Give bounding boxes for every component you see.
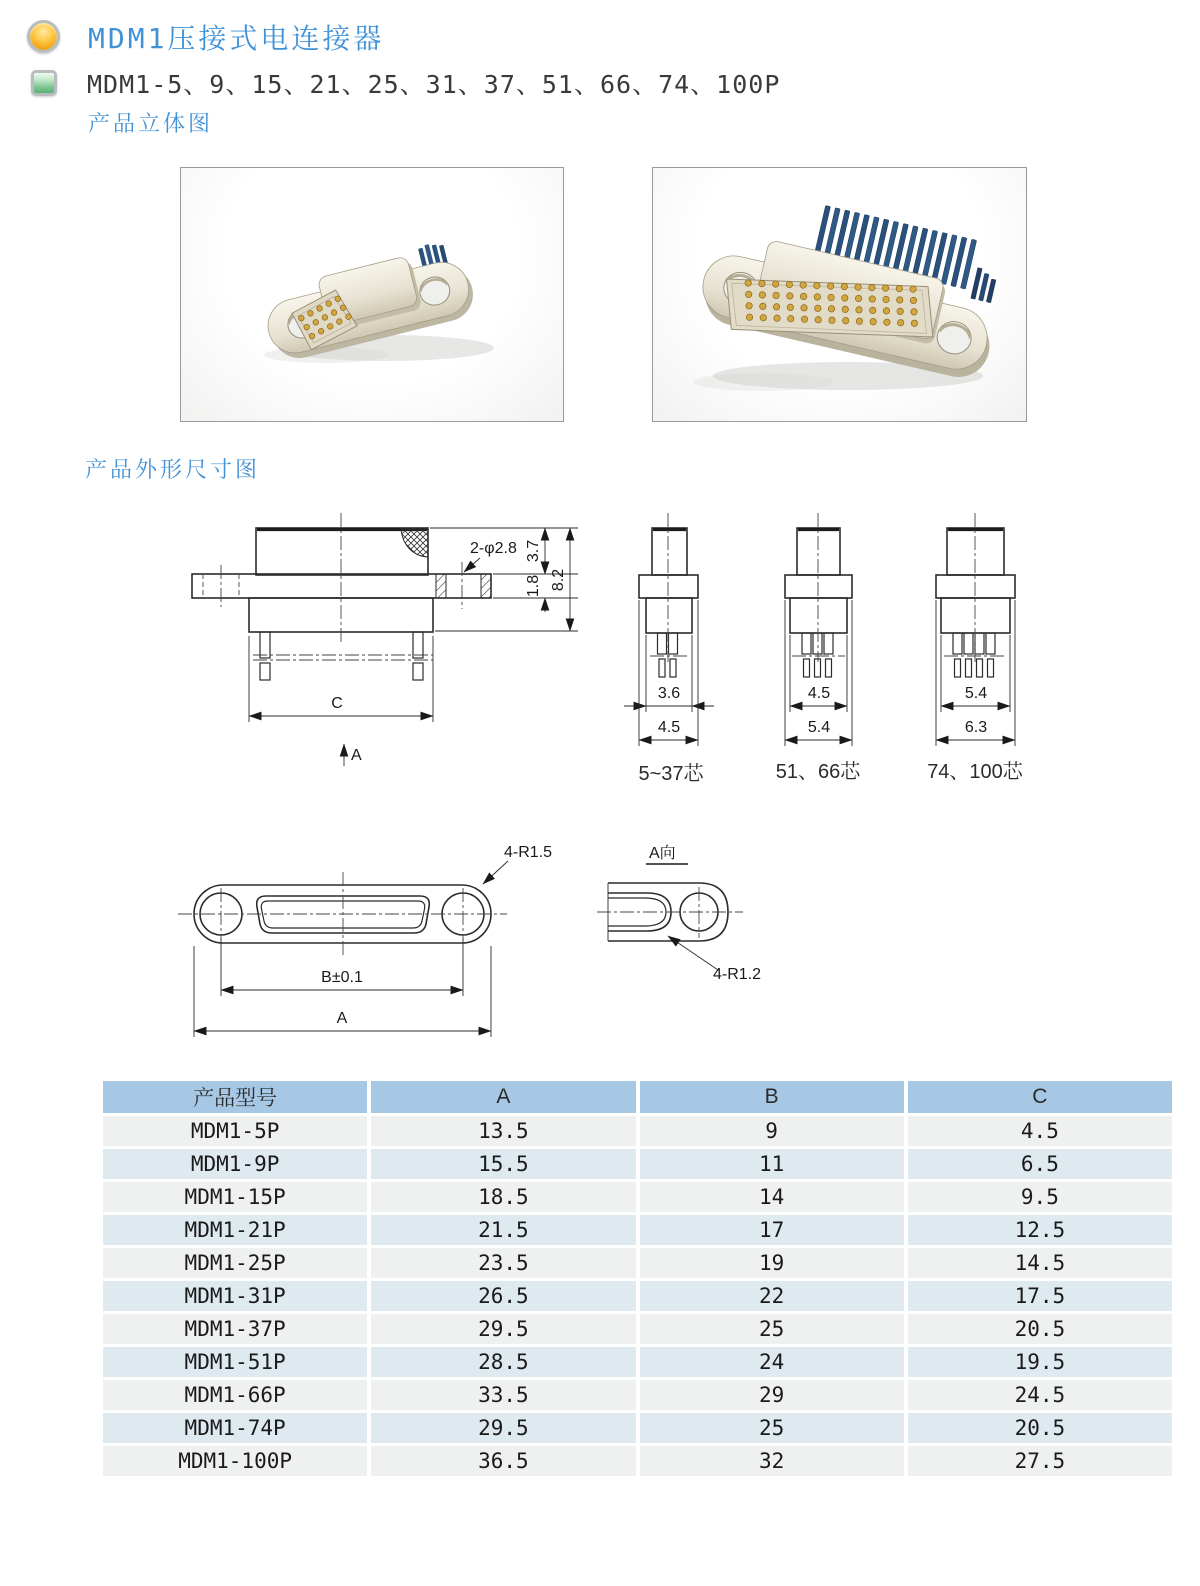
dim-b-label: B±0.1 [321,969,363,986]
cell-b: 9 [640,1116,904,1146]
product-photo-large-connector [652,167,1027,422]
table-row [103,1281,1172,1311]
cell-a: 29.5 [371,1413,635,1443]
cell-a: 26.5 [371,1281,635,1311]
col-header-a: A [371,1081,635,1113]
cell-a: 15.5 [371,1149,635,1179]
cell-model: MDM1-51P [103,1347,367,1377]
corner-radius-callout: 4-R1.5 [504,844,553,861]
dim-outer-label: 5.4 [807,719,831,736]
dim-3-7-label: 3.7 [525,539,542,563]
dim-outer-label: 6.3 [964,719,988,736]
green-square-icon [31,70,57,96]
cell-b: 25 [640,1314,904,1344]
product-photo-small-connector [180,167,564,422]
dim-inner-label: 3.6 [657,685,681,702]
cell-a: 18.5 [371,1182,635,1212]
cell-c: 4.5 [908,1116,1172,1146]
section-caption: 74、100芯 [927,761,1023,783]
table-row [103,1248,1172,1278]
cell-model: MDM1-9P [103,1149,367,1179]
cell-a: 29.5 [371,1314,635,1344]
table-row [103,1314,1172,1344]
cell-a: 21.5 [371,1215,635,1245]
dim-8-2-label: 8.2 [550,568,567,592]
model-list: MDM1-5、9、15、21、25、31、37、51、66、74、100P [87,70,781,99]
cell-model: MDM1-25P [103,1248,367,1278]
small-connector-illustration [181,168,563,421]
cell-b: 14 [640,1182,904,1212]
table-row [103,1413,1172,1443]
cell-b: 11 [640,1149,904,1179]
radius-callout: 4-R1.2 [713,966,762,983]
cell-c: 27.5 [908,1446,1172,1476]
cell-a: 13.5 [371,1116,635,1146]
cell-model: MDM1-37P [103,1314,367,1344]
cell-b: 32 [640,1446,904,1476]
section-caption: 5~37芯 [638,763,704,785]
cell-b: 25 [640,1413,904,1443]
section-caption: 51、66芯 [775,761,861,783]
cell-model: MDM1-21P [103,1215,367,1245]
a-direction-view [597,844,761,983]
cell-c: 17.5 [908,1281,1172,1311]
dim-c-label: C [331,695,343,712]
view-a-arrow-label: A [351,747,362,764]
cell-c: 12.5 [908,1215,1172,1245]
cell-c: 20.5 [908,1314,1172,1344]
cell-a: 33.5 [371,1380,635,1410]
cell-c: 9.5 [908,1182,1172,1212]
cell-model: MDM1-31P [103,1281,367,1311]
large-connector-illustration [653,168,1026,421]
front-face-view [178,844,552,1037]
cell-a: 28.5 [371,1347,635,1377]
dim-inner-label: 5.4 [964,685,988,702]
dimension-drawings [80,490,1120,1050]
dim-a-label: A [336,1010,348,1027]
cell-model: MDM1-5P [103,1116,367,1146]
cell-a: 36.5 [371,1446,635,1476]
cell-b: 24 [640,1347,904,1377]
main-side-view [192,513,578,766]
dim-inner-label: 4.5 [807,685,831,702]
table-row [103,1380,1172,1410]
table-row [103,1116,1172,1146]
cell-model: MDM1-15P [103,1182,367,1212]
cell-b: 29 [640,1380,904,1410]
cell-b: 19 [640,1248,904,1278]
cell-c: 24.5 [908,1380,1172,1410]
cell-model: MDM1-100P [103,1446,367,1476]
table-row [103,1149,1172,1179]
table-header-row [103,1081,1172,1113]
dim-outer-label: 4.5 [657,719,681,736]
section-view-74-100 [927,513,1024,783]
cell-c: 20.5 [908,1413,1172,1443]
table-row [103,1347,1172,1377]
cell-model: MDM1-74P [103,1413,367,1443]
cell-c: 6.5 [908,1149,1172,1179]
dim-1-8-label: 1.8 [525,574,542,598]
cell-b: 22 [640,1281,904,1311]
a-view-label: A向 [649,845,676,862]
table-row [103,1182,1172,1212]
cell-a: 23.5 [371,1248,635,1278]
section-view-51-66 [776,513,861,783]
table-row [103,1215,1172,1245]
spec-table [99,1078,1176,1479]
cell-model: MDM1-66P [103,1380,367,1410]
cell-b: 17 [640,1215,904,1245]
cell-c: 19.5 [908,1347,1172,1377]
cell-c: 14.5 [908,1248,1172,1278]
col-header-b: B [640,1081,904,1113]
section-view-5-37 [624,513,714,785]
table-row [103,1446,1172,1476]
col-header-c: C [908,1081,1172,1113]
page-title: MDM1压接式电连接器 [88,22,385,55]
section-heading-dimension-drawing: 产品外形尺寸图 [85,457,261,482]
section-heading-3d-view: 产品立体图 [88,111,214,136]
orange-orb-icon [27,20,60,53]
hole-callout-label: 2-φ2.8 [470,540,517,557]
col-header-model: 产品型号 [103,1081,367,1113]
